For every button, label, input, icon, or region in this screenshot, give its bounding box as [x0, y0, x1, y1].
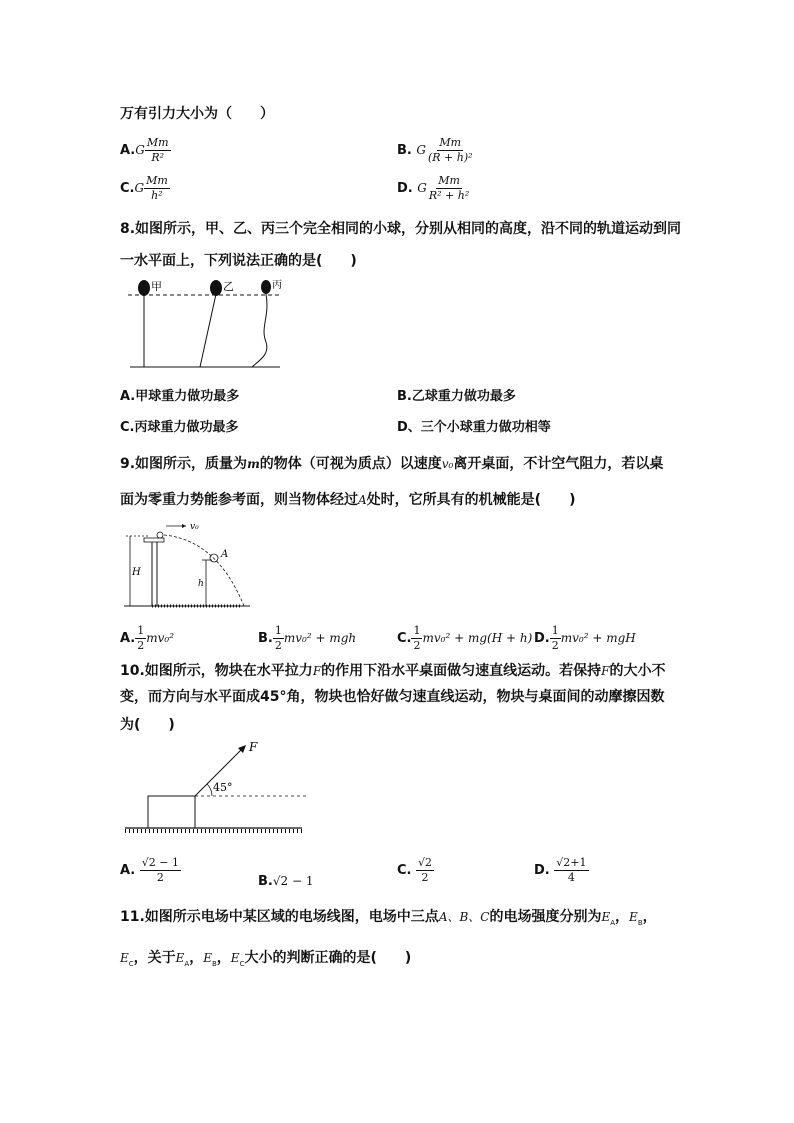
q9-option-c[interactable]: [397, 624, 532, 653]
expression: mv₀² + mgh: [283, 631, 357, 645]
fraction: [140, 856, 181, 885]
text: 10.如图所示，物块在水平拉力: [120, 663, 313, 679]
constant-g: G: [135, 143, 145, 157]
expression: mv₀²: [146, 631, 175, 645]
q7-option-c[interactable]: [120, 174, 170, 203]
denominator: 2: [274, 639, 282, 652]
q10-option-d[interactable]: [534, 856, 589, 885]
q9-option-a[interactable]: [120, 624, 174, 653]
q10-option-a[interactable]: [120, 856, 181, 885]
option-label: C.: [120, 181, 135, 196]
denominator: 4: [567, 871, 575, 884]
option-label: A.: [120, 631, 136, 646]
option-label: C.: [397, 863, 412, 878]
q9-figure: [122, 520, 252, 612]
angle-arc: [207, 784, 212, 796]
text: 的电场强度分别为: [489, 909, 602, 925]
field-symbol: E: [203, 951, 212, 965]
option-label: C.: [397, 631, 412, 646]
field-symbol: E: [120, 951, 129, 965]
q9-stem-line2: [120, 489, 575, 509]
denominator: 2: [421, 871, 429, 884]
mass-symbol: m: [247, 457, 260, 471]
denominator: h²: [151, 189, 163, 202]
denominator: R²: [151, 151, 165, 164]
numerator: √2 − 1: [141, 856, 179, 869]
fraction: [273, 624, 284, 653]
option-label: D.: [534, 631, 550, 646]
numerator: √2: [418, 856, 433, 869]
fraction: [411, 624, 422, 653]
trajectory: [164, 535, 244, 606]
denominator: 2: [551, 639, 559, 652]
subscript: B: [211, 959, 217, 968]
text: 处时，它所具有的机械能是( ): [366, 492, 576, 508]
subscript: B: [637, 918, 643, 927]
q9-option-b[interactable]: [258, 624, 356, 653]
text: 大小的判断正确的是( ): [244, 950, 412, 966]
fraction: [144, 174, 170, 203]
constant-g: G: [134, 181, 145, 195]
q8-option-a[interactable]: A.甲球重力做功最多: [120, 389, 240, 404]
option-label: B.: [258, 874, 273, 889]
q8-option-d[interactable]: D、三个小球重力做功相等: [397, 420, 551, 435]
numerator: 1: [274, 624, 282, 637]
label-A: A: [221, 549, 229, 560]
numerator: 1: [413, 624, 421, 637]
option-label: A.: [120, 863, 136, 878]
text: 面为零重力势能参考面，则当物体经过: [120, 492, 358, 508]
track-b-incline: [200, 294, 216, 367]
q10-stem-line1: [120, 660, 665, 680]
q10-figure: [122, 738, 312, 840]
fraction: [145, 136, 171, 165]
q9-stem-line1: [120, 453, 663, 473]
q10-option-c[interactable]: [397, 856, 434, 885]
denominator: 2: [413, 639, 421, 652]
q10-stem-line2: 变，而方向与水平面成45°角，物块也恰好做匀速直线运动，物块与桌面间的动摩擦因数: [120, 689, 665, 705]
numerator: 1: [137, 624, 145, 637]
q7-option-b[interactable]: [397, 136, 475, 165]
q9-option-d[interactable]: [534, 624, 636, 653]
fraction: [135, 624, 146, 653]
denominator: (R + h)²: [427, 151, 473, 164]
velocity-symbol: v₀: [441, 457, 454, 471]
constant-g: G: [417, 181, 427, 195]
q7-option-a[interactable]: [120, 136, 171, 165]
expression: mv₀² + mg(H + h): [422, 631, 533, 645]
q8-figure: [120, 272, 300, 372]
subscript: A: [610, 918, 616, 927]
ball-c: [261, 280, 271, 294]
text: 的大小不: [609, 663, 666, 679]
fraction: [426, 136, 475, 165]
numerator: Mm: [438, 174, 460, 187]
q8-option-b[interactable]: B.乙球重力做功最多: [397, 389, 516, 404]
fraction: [550, 624, 561, 653]
constant-g: G: [416, 143, 426, 157]
denominator: R² + h²: [428, 189, 470, 202]
fraction: [554, 856, 588, 885]
option-label: D.: [397, 181, 413, 196]
q7-stem-tail: 万有引力大小为（ ）: [120, 106, 274, 122]
q8-stem-line2: 一水平面上，下列说法正确的是( ): [120, 253, 357, 269]
option-label: D.: [534, 863, 550, 878]
table-top: [144, 538, 164, 542]
label-F: F: [249, 740, 258, 754]
text: 离开桌面，不计空气阻力，若以桌: [453, 456, 664, 472]
object: [157, 532, 163, 538]
label-a: 甲: [151, 280, 162, 293]
label-H: H: [132, 567, 141, 578]
expression: √2 − 1: [272, 874, 314, 888]
numerator: √2+1: [556, 856, 587, 869]
force-symbol: F: [312, 664, 322, 678]
expression: mv₀² + mgH: [560, 631, 636, 645]
label-b: 乙: [223, 280, 234, 293]
subscript: C: [239, 959, 245, 968]
q7-option-d[interactable]: [397, 174, 471, 203]
q8-option-c[interactable]: C.丙球重力做功最多: [120, 420, 239, 435]
block: [148, 796, 195, 828]
force-symbol: F: [601, 664, 610, 678]
ball-a: [138, 280, 150, 296]
fraction: [416, 856, 434, 885]
field-symbol: E: [175, 951, 185, 965]
text: 11.如图所示电场中某区域的电场线图，电场中三点: [120, 909, 439, 925]
fraction: [427, 174, 471, 203]
numerator: 1: [551, 624, 559, 637]
label-v0: v₀: [190, 522, 199, 532]
q11-stem-line1: 11.如图所示电场中某区域的电场线图，电场中三点A、B、C的电场强度分别为$E_A$，$E_B$，: [120, 909, 657, 927]
text: 的物体（可视为质点）以速度: [259, 456, 442, 472]
points-symbols: A、B、C: [438, 910, 490, 924]
q11-stem-line2: $E_C$，关于$E_A$，$E_B$，$E_C$大小的判断正确的是( ): [120, 950, 412, 968]
point-symbol: A: [358, 493, 367, 507]
q10-option-b[interactable]: [258, 874, 313, 889]
track-c-curve: [252, 294, 267, 367]
text: 9.如图所示，质量为: [120, 456, 248, 472]
option-label: B.: [258, 631, 273, 646]
arrowhead: [182, 524, 186, 528]
label-angle: 45°: [213, 781, 233, 794]
ball-b: [210, 280, 222, 296]
field-symbol: E: [601, 910, 611, 924]
q8-stem-line1: 8.如图所示，甲、乙、丙三个完全相同的小球，分别从相同的高度，沿不同的轨道运动到同: [120, 221, 682, 237]
subscript: A: [184, 959, 190, 968]
text: ，关于: [133, 950, 176, 966]
label-h: h: [198, 579, 204, 589]
numerator: Mm: [146, 136, 169, 149]
numerator: Mm: [146, 174, 168, 187]
q10-stem-line3: 为( ): [120, 717, 175, 733]
denominator: 2: [156, 871, 164, 884]
option-label: B.: [397, 143, 412, 158]
field-symbol: E: [629, 910, 638, 924]
denominator: 2: [137, 639, 145, 652]
option-label: A.: [120, 143, 136, 158]
field-symbol: E: [230, 951, 240, 965]
numerator: Mm: [439, 136, 462, 149]
text: 的作用下沿水平桌面做匀速直线运动。若保持: [321, 663, 602, 679]
subscript: C: [128, 959, 134, 968]
label-c: 丙: [272, 280, 282, 291]
